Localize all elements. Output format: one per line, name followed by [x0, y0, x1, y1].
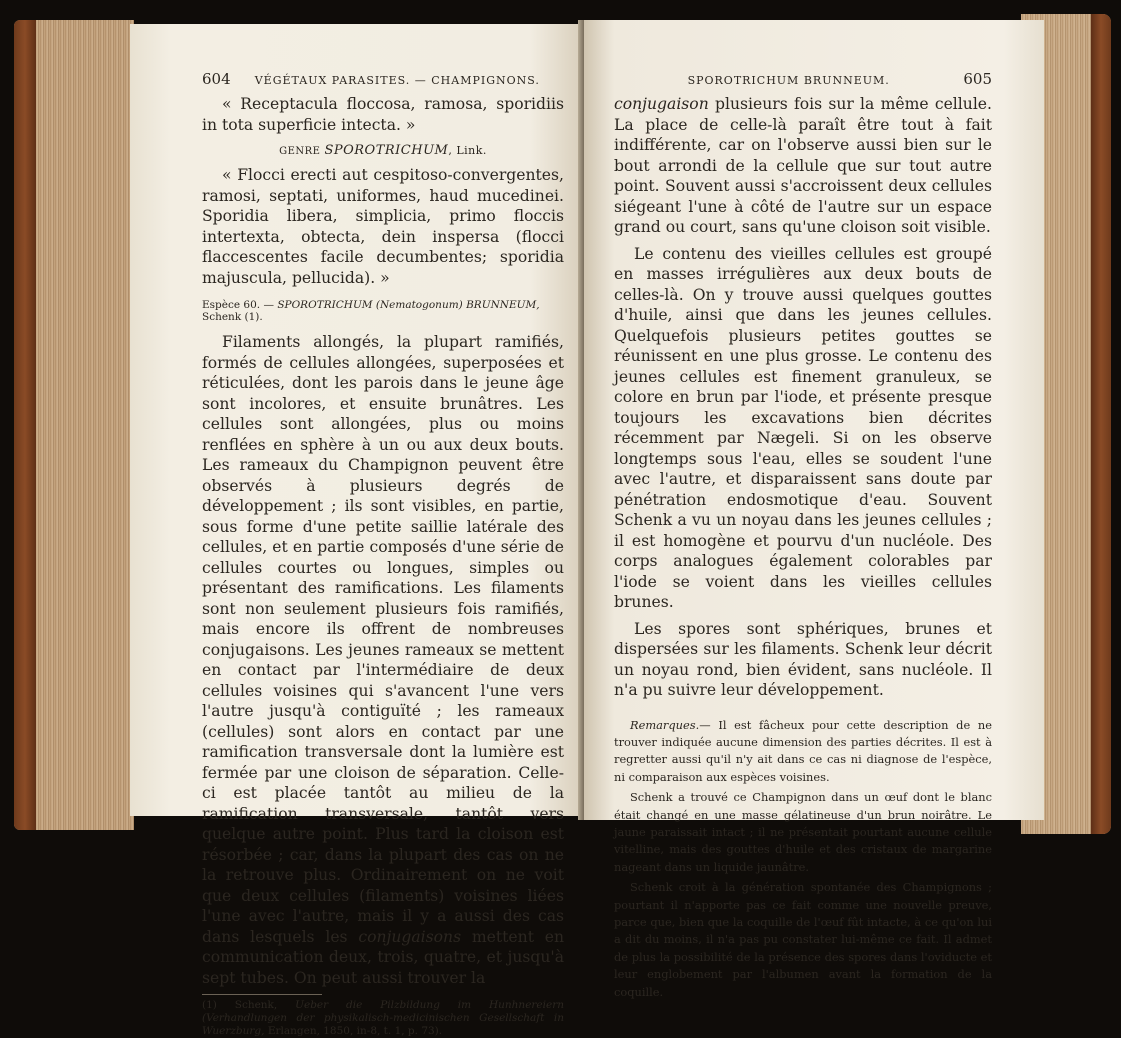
species-heading: [202, 299, 564, 323]
latin-quote-genus: « Receptacula floccosa, ramosa, sporidiis in tota superficie intecta. »: [202, 95, 564, 134]
remarks-paragraph-3: Schenk croit à la génération spontanée des Champignons ; pourtant il n'apporte pas ce fait comme une nouvelle preuve, parce que, bien que la coquille de l'œuf fût intacte, à ce qu'on lui a dit du moins, il n'a pas pu constater lui-même ce fait. Il admet de plus la possibilité de la présence des spores dans l'oviducte et leur englobement par l'albumen avant la formation de la coquille.: [614, 880, 992, 999]
genus-name: SPOROTRICHUM: [324, 143, 449, 158]
right-running-head: [614, 70, 992, 88]
right-page: [584, 20, 1044, 999]
paragraph-conjugaison-text: plusieurs fois sur la même cellule. La place de celle-là paraît être tout à fait indifférente, car on l'observe aussi bien sur le bout arrondi de la cellule que sur tout autre point. Souvent aussi s'accroissent deux cellules siégeant l'une à côté de l'autre sur un espace grand ou court, sans qu'une cloison soit visible.: [614, 95, 992, 236]
paragraph-contenu: Le contenu des vieilles cellules est groupé en masses irrégulières aux deux bouts de celles-là. On y trouve aussi quelques gouttes d'huile, ainsi que dans les jeunes cellules. Quelquefois plusieurs petites gouttes se réunissent en une plus grosse. Le contenu des jeunes cellules est finement granuleux, se colore en brun par l'iode, et présente presque toujours les excavations bien décrites récemment par Nægeli. Si on les observe longtemps sous l'eau, elles se soudent l'une avec l'autre, et disparaissent sans doute par pénétration endosmotique d'eau. Souvent Schenk a vu un noyau dans les jeunes cellules ; il est homogène et pourvu d'un nucléole. Des corps analogues également colorables par l'iode se voient dans les vieilles cellules brunes.: [614, 244, 992, 611]
left-running-title: VÉGÉTAUX PARASITES. — CHAMPIGNONS.: [254, 74, 540, 87]
genus-label: GENRE: [279, 146, 321, 157]
remarks-label: Remarques.: [630, 717, 700, 732]
species-description-emphasis: conjugaisons: [358, 927, 462, 946]
species-author: Schenk (1).: [202, 311, 263, 323]
paragraph-spores: Les spores sont sphériques, brunes et dispersées sur les filaments. Schenk leur décrit un noyau rond, bien évident, sans nucléole. Il n'a pu suivre leur développement.: [614, 619, 992, 699]
remarks-section: [614, 717, 992, 1002]
footnote-number: (1) Schenk,: [202, 999, 278, 1011]
species-description: [202, 332, 564, 988]
left-page: [130, 24, 582, 1037]
paragraph-conjugaison: [614, 94, 992, 238]
remarks-text-1: — Il est fâcheux pour cette description de ne trouver indiquée aucune dimension des parties décrites. Il est à regretter aussi qu'il n'y ait dans ce cas ni diagnose de l'espèce, ni comparaison aux espèces voisines.: [614, 717, 992, 784]
species-name: SPOROTRICHUM (Nematogonum) BRUNNEUM,: [277, 299, 540, 311]
footnote-rest: Erlangen, 1850, in-8, t. 1, p. 73).: [267, 1025, 443, 1037]
latin-quote-description: « Flocci erecti aut cespitoso-convergentes, ramosi, septati, uniformes, haud mucedinei. Sporidia libera, simplicia, primo floccis intertexta, obtecta, dein inspersa (flocci flaccescentes facile decumbentes; sporidia majuscula, pellucida). »: [202, 166, 564, 287]
footnote: [202, 999, 564, 1038]
genus-author: , Link.: [448, 144, 487, 157]
remarks-paragraph-1: [614, 717, 992, 787]
paragraph-conjugaison-emphasis: conjugaison: [614, 95, 709, 113]
species-description-end: mettent en communication deux, trois, quatre, et jusqu'à sept tubes. On peut aussi trouver la: [202, 927, 565, 987]
left-running-head: [202, 70, 564, 88]
genus-heading: [202, 143, 564, 158]
right-running-title: SPOROTRICHUM BRUNNEUM.: [687, 74, 890, 87]
left-page-number: 604: [202, 70, 231, 88]
footnote-title: Ueber die Pilzbildung im Hunhnereiern (Verhandlungen der physikalisch-medicinischen Gesellschaft in Wuerzburg,: [202, 999, 564, 1037]
species-label: Espèce 60. —: [202, 299, 274, 311]
right-page-number: 605: [963, 70, 992, 88]
species-description-text: Filaments allongés, la plupart ramifiés, formés de cellules allongées, superposées et réticulées, dont les parois dans le jeune âge sont incolores, et ensuite brunâtres. Les cellules sont allongées, plus ou moins renflées en sphère à un ou aux deux bouts. Les rameaux du Champignon peuvent être observés à plusieurs degrés de développement ; ils sont visibles, en partie, sous forme d'une petite saillie latérale des cellules, et en partie composés d'une série de cellules courtes ou longues, simples ou présentant des ramifications. Les filaments sont non seulement plusieurs fois ramifiés, mais encore ils offrent de nombreuses conjugaisons. Les jeunes rameaux se mettent en contact par l'intermédiaire de deux cellules voisines qui s'avancent l'une vers l'autre jusqu'à contiguïté ; les rameaux (cellules) sont alors en contact par une ramification transversale dont la lumière est fermée par une cloison de séparation. Celle-ci est placée tantôt au milieu de la ramification transversale, tantôt vers quelque autre point. Plus tard la cloison est résorbée ; car, dans la plupart des cas on ne la retrouve plus. Ordinairement on ne voit que deux cellules (filaments) voisines liées l'une avec l'autre, mais il y a aussi des cas dans lesquels les: [202, 333, 564, 946]
footnote-divider: [202, 994, 322, 995]
left-page-edges: [14, 20, 134, 830]
remarks-paragraph-2: Schenk a trouvé ce Champignon dans un œuf dont le blanc était changé en une masse gélatineuse d'un brun noirâtre. Le jaune paraissait intact ; il ne présentait pourtant aucune cellule vitelline, mais des gouttes d'huile et des cristaux de margarine nageant dans un liquide jaunâtre.: [614, 790, 992, 874]
